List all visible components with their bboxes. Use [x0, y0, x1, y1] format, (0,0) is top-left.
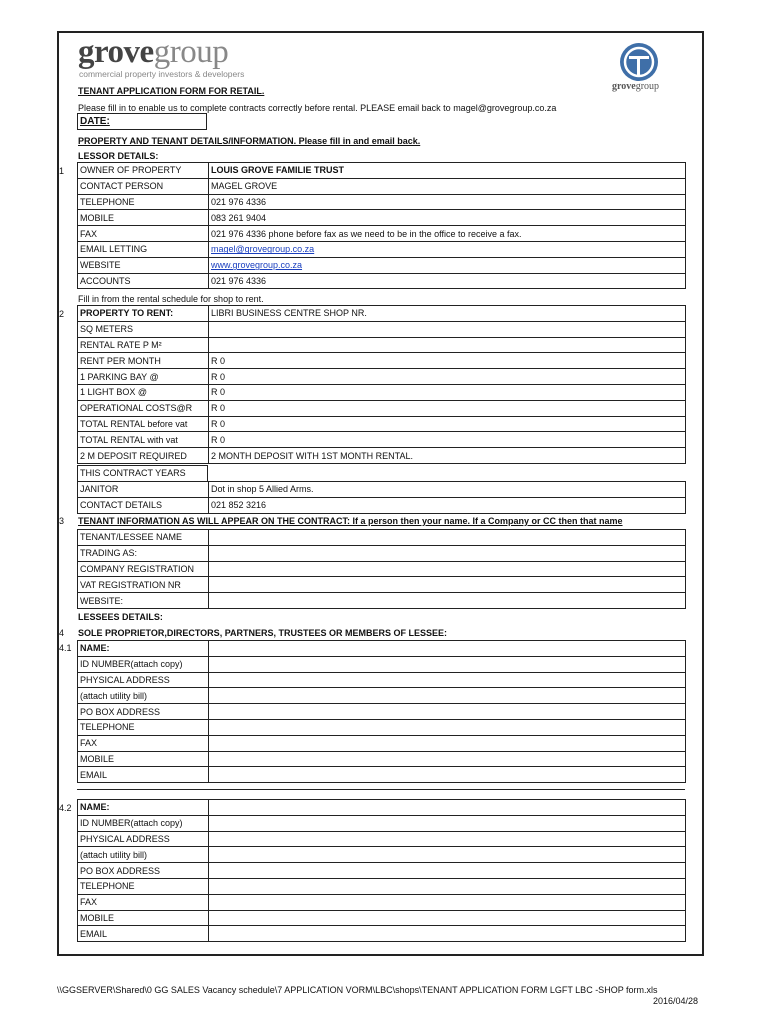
row-label: NAME:: [78, 800, 209, 816]
row-value[interactable]: [209, 432, 686, 448]
lessor-table: [77, 162, 686, 289]
section-heading: PROPERTY AND TENANT DETAILS/INFORMATION. Please fill in and email back.: [78, 136, 421, 146]
row-label: EMAIL: [78, 767, 209, 783]
section-number: 4.1: [59, 643, 72, 653]
row-label: MOBILE: [78, 210, 209, 226]
row-value[interactable]: [209, 400, 686, 416]
row-value[interactable]: [209, 226, 686, 242]
table-row: [78, 210, 686, 226]
table-row: [78, 448, 686, 464]
table-row: [78, 432, 686, 448]
rental-note: Fill in from the rental schedule for shop to rent.: [78, 294, 264, 304]
row-value[interactable]: [209, 369, 686, 385]
row-label: TENANT/LESSEE NAME: [78, 530, 209, 546]
row-value[interactable]: [209, 847, 686, 863]
row-value[interactable]: [209, 306, 686, 322]
row-label: FAX: [78, 894, 209, 910]
contract-years-table: [77, 465, 208, 482]
row-value[interactable]: [209, 704, 686, 720]
row-label: TRADING AS:: [78, 545, 209, 561]
tenant-heading: TENANT INFORMATION AS WILL APPEAR ON THE CONTRACT: If a person then your name. If a Company or CC then that name: [78, 516, 623, 526]
row-value[interactable]: [209, 815, 686, 831]
row-label: WEBSITE:: [78, 593, 209, 609]
row-value[interactable]: [209, 831, 686, 847]
row-label: FAX: [78, 735, 209, 751]
table-row: [78, 767, 686, 783]
table-row: [78, 226, 686, 242]
row-label: PO BOX ADDRESS: [78, 704, 209, 720]
table-row: [78, 400, 686, 416]
lessees-heading: LESSEES DETAILS:: [78, 612, 163, 622]
table-row: [78, 369, 686, 385]
row-value[interactable]: [209, 561, 686, 577]
lessee-1-table: [77, 640, 686, 783]
row-value[interactable]: [209, 894, 686, 910]
value-text: R 0: [211, 418, 226, 429]
table-row: [78, 482, 686, 498]
table-row: [78, 735, 686, 751]
value-text: R 0: [211, 355, 226, 366]
table-row: [78, 656, 686, 672]
row-value[interactable]: [209, 321, 686, 337]
row-label: WEBSITE: [78, 257, 209, 273]
row-value[interactable]: [209, 353, 686, 369]
table-row: [78, 847, 686, 863]
row-value[interactable]: [209, 926, 686, 942]
lessees-subheading: SOLE PROPRIETOR,DIRECTORS, PARTNERS, TRUSTEES OR MEMBERS OF LESSEE:: [78, 628, 448, 638]
janitor-table: [77, 481, 686, 514]
table-row: [78, 894, 686, 910]
row-label: TOTAL RENTAL with vat: [78, 432, 209, 448]
row-label: TELEPHONE: [78, 194, 209, 210]
row-label: TELEPHONE: [78, 719, 209, 735]
table-row: [78, 719, 686, 735]
table-row: [78, 273, 686, 289]
value-text: 021 976 4336: [211, 196, 267, 207]
row-value[interactable]: [209, 257, 686, 273]
row-label: PHYSICAL ADDRESS: [78, 831, 209, 847]
row-label: 1 PARKING BAY @: [78, 369, 209, 385]
form-title: TENANT APPLICATION FORM FOR RETAIL.: [78, 86, 265, 96]
value-text: R 0: [211, 434, 226, 445]
row-value[interactable]: [209, 210, 686, 226]
table-row: [78, 577, 686, 593]
value-text: LOUIS GROVE FAMILIE TRUST: [211, 165, 345, 176]
row-value[interactable]: [209, 178, 686, 194]
row-label: EMAIL: [78, 926, 209, 942]
row-value[interactable]: [209, 800, 686, 816]
table-row: [78, 688, 686, 704]
row-value[interactable]: [209, 767, 686, 783]
table-row: [78, 241, 686, 257]
value-text: Dot in shop 5 Allied Arms.: [211, 484, 314, 495]
value-text: R 0: [211, 387, 226, 398]
table-row: [78, 337, 686, 353]
row-value[interactable]: [209, 688, 686, 704]
date-field[interactable]: DATE:: [77, 113, 207, 130]
section-number: 3: [59, 516, 65, 526]
row-value[interactable]: [209, 656, 686, 672]
row-label: PROPERTY TO RENT:: [78, 306, 209, 322]
row-value[interactable]: [209, 273, 686, 289]
row-label: VAT REGISTRATION NR: [78, 577, 209, 593]
value-text: MAGEL GROVE: [211, 181, 278, 192]
value-text: LIBRI BUSINESS CENTRE SHOP NR.: [211, 308, 367, 319]
table-row: [78, 815, 686, 831]
property-table: [77, 305, 686, 464]
row-label: CONTACT DETAILS: [78, 497, 209, 513]
row-value[interactable]: [209, 241, 686, 257]
row-value[interactable]: [209, 163, 686, 179]
table-row: [78, 831, 686, 847]
row-label: FAX: [78, 226, 209, 242]
row-value[interactable]: [209, 910, 686, 926]
row-label: ID NUMBER(attach copy): [78, 815, 209, 831]
lessor-heading: LESSOR DETAILS:: [78, 151, 159, 161]
value-text: R 0: [211, 403, 226, 414]
table-row: [78, 530, 686, 546]
footer-path: \\GGSERVER\Shared\0 GG SALES Vacancy schedule\7 APPLICATION VORM\LBC\shops\TENANT APPLICATION FORM LGFT LBC -SHOP form.xls: [57, 985, 658, 995]
row-label: (attach utility bill): [78, 688, 209, 704]
row-value[interactable]: [209, 863, 686, 879]
table-row: [78, 257, 686, 273]
row-value[interactable]: [209, 194, 686, 210]
value-text: 021 976 4336 phone before fax as we need to be in the office to receive a fax.: [211, 228, 522, 239]
row-label: EMAIL LETTING: [78, 241, 209, 257]
value-text: R 0: [211, 371, 226, 382]
table-row: [78, 641, 686, 657]
row-label: NAME:: [78, 641, 209, 657]
lessee-2-table: [77, 799, 686, 942]
table-row: [78, 353, 686, 369]
divider: [77, 789, 685, 790]
row-label: MOBILE: [78, 910, 209, 926]
row-value[interactable]: [209, 384, 686, 400]
row-label: OPERATIONAL COSTS@R: [78, 400, 209, 416]
table-row: [78, 878, 686, 894]
table-row: [78, 163, 686, 179]
table-row: [78, 306, 686, 322]
section-number: 2: [59, 309, 65, 319]
value-text: 021 976 4336: [211, 275, 267, 286]
table-row: [78, 863, 686, 879]
row-value[interactable]: [209, 735, 686, 751]
row-value[interactable]: [209, 577, 686, 593]
row-label: COMPANY REGISTRATION: [78, 561, 209, 577]
grovegroup-emblem-icon: [619, 42, 659, 82]
row-label: TOTAL RENTAL before vat: [78, 416, 209, 432]
row-label: TELEPHONE: [78, 878, 209, 894]
row-label: RENT PER MONTH: [78, 353, 209, 369]
row-value[interactable]: [209, 878, 686, 894]
table-row: [78, 561, 686, 577]
row-label: PHYSICAL ADDRESS: [78, 672, 209, 688]
value-text: 021 852 3216: [211, 500, 267, 511]
row-label: CONTACT PERSON: [78, 178, 209, 194]
row-value[interactable]: [209, 448, 686, 464]
link[interactable]: www.grovegroup.co.za: [211, 260, 303, 271]
footer-date: 2016/04/28: [652, 996, 698, 1006]
table-row: [78, 384, 686, 400]
logo-tagline: commercial property investors & developers: [79, 69, 245, 79]
table-row: [78, 497, 686, 513]
contract-years-label[interactable]: THIS CONTRACT YEARS: [78, 466, 208, 482]
table-row: [78, 751, 686, 767]
row-label: JANITOR: [78, 482, 209, 498]
row-value[interactable]: [209, 672, 686, 688]
row-label: ID NUMBER(attach copy): [78, 656, 209, 672]
row-label: 2 M DEPOSIT REQUIRED: [78, 448, 209, 464]
row-value[interactable]: [209, 416, 686, 432]
table-row: [78, 704, 686, 720]
intro-text: Please fill in to enable us to complete contracts correctly before rental. PLEASE email back to magel@grovegroup.co.za: [78, 103, 557, 113]
table-row: [78, 194, 686, 210]
emblem-label: grovegroup: [612, 81, 660, 92]
link[interactable]: magel@grovegroup.co.za: [211, 244, 315, 255]
row-value[interactable]: [209, 497, 686, 513]
row-label: 1 LIGHT BOX @: [78, 384, 209, 400]
row-value[interactable]: [209, 593, 686, 609]
table-row: [78, 910, 686, 926]
row-value[interactable]: [209, 751, 686, 767]
table-row: [78, 672, 686, 688]
row-label: OWNER OF PROPERTY: [78, 163, 209, 179]
table-row: [78, 178, 686, 194]
row-label: SQ METERS: [78, 321, 209, 337]
row-value[interactable]: [209, 530, 686, 546]
row-value[interactable]: [209, 482, 686, 498]
row-value[interactable]: [209, 719, 686, 735]
row-value[interactable]: [209, 641, 686, 657]
section-number: 1: [59, 166, 65, 176]
tenant-table: [77, 529, 686, 609]
row-label: MOBILE: [78, 751, 209, 767]
table-row: [78, 416, 686, 432]
table-row: [78, 321, 686, 337]
table-row: [78, 593, 686, 609]
value-text: 083 261 9404: [211, 212, 267, 223]
section-number: 4: [59, 628, 65, 638]
row-value[interactable]: [209, 545, 686, 561]
row-label: (attach utility bill): [78, 847, 209, 863]
grovegroup-logo: grovegroup: [78, 34, 229, 70]
table-row: [78, 800, 686, 816]
value-text: 2 MONTH DEPOSIT WITH 1ST MONTH RENTAL.: [211, 450, 414, 461]
row-value[interactable]: [209, 337, 686, 353]
row-label: RENTAL RATE P M²: [78, 337, 209, 353]
row-label: ACCOUNTS: [78, 273, 209, 289]
row-label: PO BOX ADDRESS: [78, 863, 209, 879]
section-number: 4.2: [59, 803, 72, 813]
table-row: [78, 926, 686, 942]
table-row: [78, 545, 686, 561]
